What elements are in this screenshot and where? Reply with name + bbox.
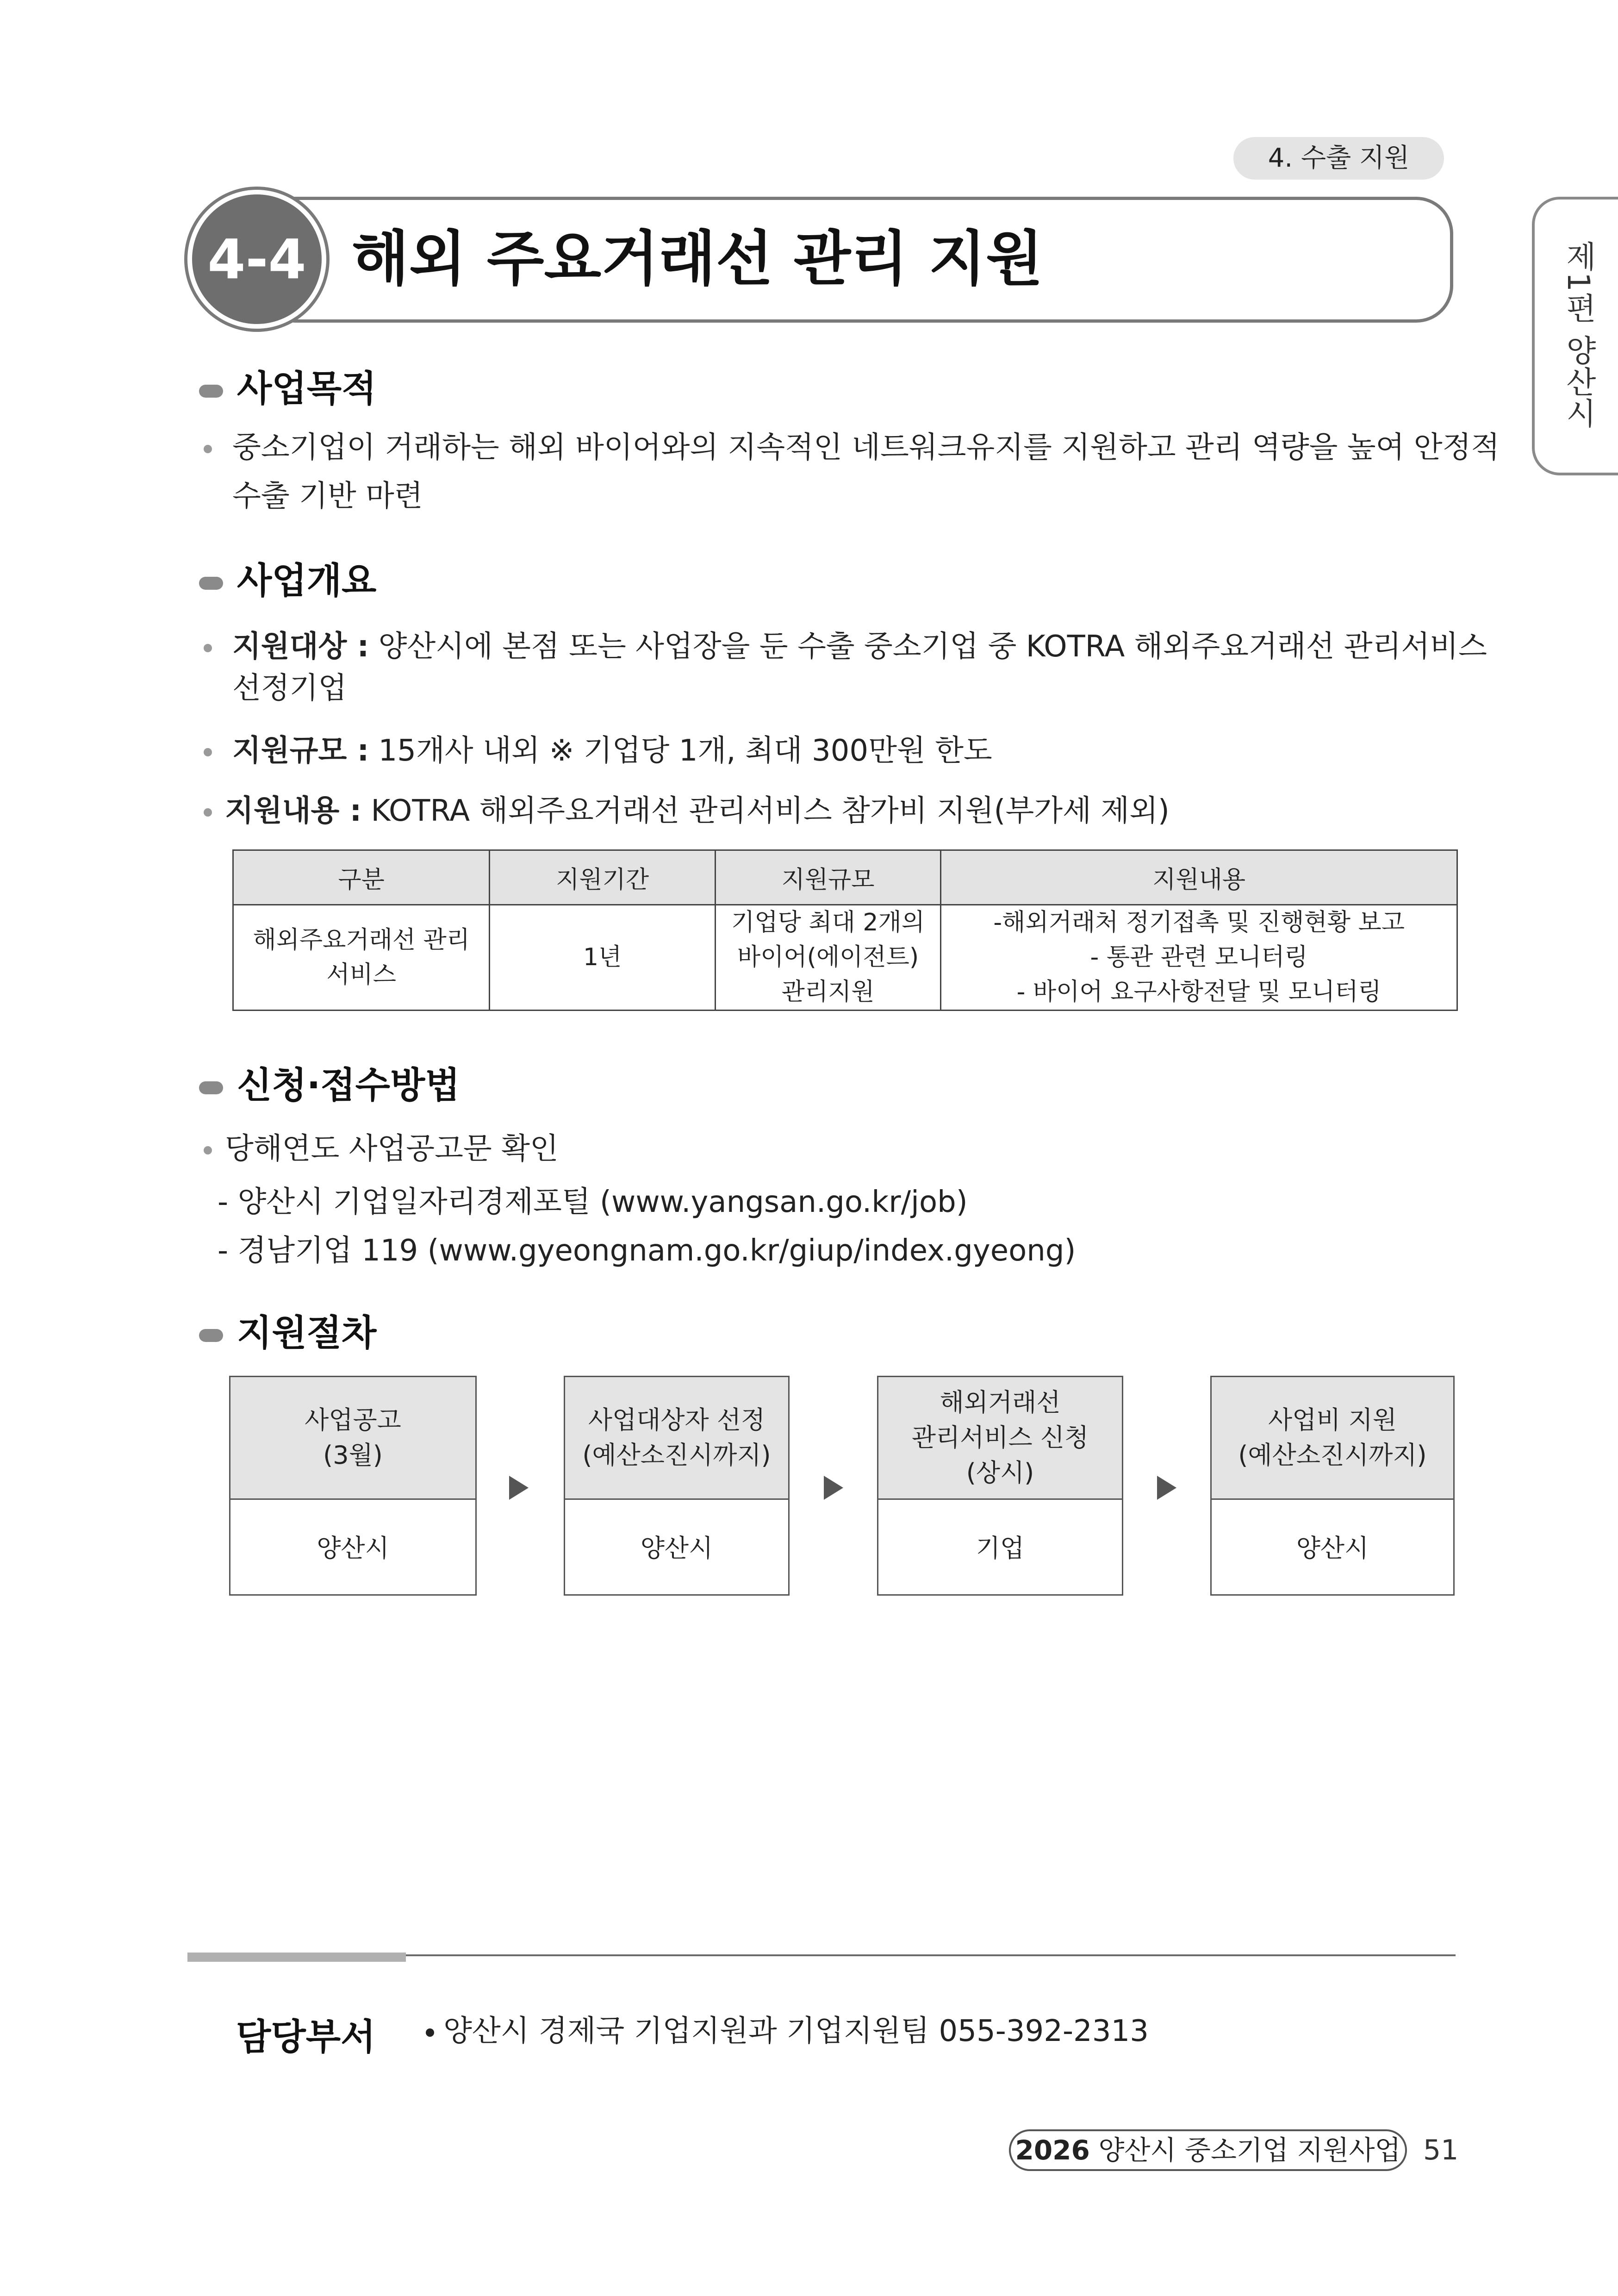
step-title: 해외거래선 관리서비스 신청 (상시) (878, 1377, 1122, 1500)
heading-marker-icon (199, 1081, 223, 1094)
heading-marker-icon (199, 577, 223, 590)
bullet-icon (204, 445, 212, 453)
step-agency: 양산시 (317, 1534, 389, 1563)
table-cell-period: 1년 (490, 905, 715, 1011)
arrow-right-icon (824, 1476, 843, 1500)
table-row (233, 905, 1457, 1011)
table-cell-category: 해외주요거래선 관리 서비스 (233, 905, 490, 1011)
overview-scale: 지원규모 : 15개사 내외 ※ 기업당 1개, 최대 300만원 한도 (204, 727, 992, 775)
page-title: 해외 주요거래선 관리 지원 (352, 225, 1043, 293)
arrow-right-icon (509, 1476, 529, 1500)
side-tab-label: 제1편 양산시 (1561, 241, 1596, 429)
divider-accent (187, 1953, 406, 1962)
table-cell-content: -해외거래처 정기접촉 및 진행현황 보고 - 통관 관련 모니터링 - 바이어 요구사항전달 및 모니터링 (941, 905, 1457, 1011)
table-header: 지원기간 (490, 850, 715, 905)
step-title: 사업비 지원 (예산소진시까지) (1212, 1377, 1453, 1500)
procedure-step-3 (877, 1376, 1123, 1596)
section-number: 4-4 (207, 227, 306, 291)
step-title: 사업대상자 선정 (예산소진시까지) (565, 1377, 788, 1500)
table-header: 구분 (233, 850, 490, 905)
step-title: 사업공고 (3월) (230, 1377, 475, 1500)
page-number: 51 (1423, 2134, 1459, 2166)
purpose-heading: 사업목적 (199, 363, 376, 414)
bullet-icon (204, 644, 212, 652)
purpose-line-2: 수출 기반 마련 (232, 479, 423, 513)
arrow-right-icon (1157, 1476, 1176, 1500)
bullet-icon (204, 748, 212, 756)
application-link-gyeongnam: - 경남기업 119 (www.gyeongnam.go.kr/giup/index.gyeong) (218, 1234, 1076, 1268)
bullet-icon (426, 2028, 434, 2037)
overview-target-line-2: 선정기업 (232, 671, 347, 705)
heading-marker-icon (199, 1329, 223, 1342)
table-header: 지원규모 (715, 850, 940, 905)
department-contact: 양산시 경제국 기업지원과 기업지원팀 055-392-2313 (426, 2008, 1149, 2054)
application-heading: 신청·접수방법 (199, 1060, 460, 1111)
step-agency: 양산시 (1296, 1534, 1369, 1563)
department-label: 담당부서 (236, 2016, 376, 2058)
table-cell-scale: 기업당 최대 2개의 바이어(에이전트) 관리지원 (715, 905, 940, 1011)
bullet-icon (204, 1146, 212, 1154)
procedure-heading: 지원절차 (199, 1308, 376, 1359)
overview-target: 지원대상 : 양산시에 본점 또는 사업장을 둔 수출 중소기업 중 KOTRA 해외주요거래선 관리서비스 (204, 623, 1487, 671)
table-header-row (233, 850, 1457, 905)
application-line-1: 당해연도 사업공고문 확인 (204, 1125, 559, 1173)
procedure-step-4 (1210, 1376, 1455, 1596)
heading-marker-icon (199, 385, 223, 398)
overview-content: 지원내용 : KOTRA 해외주요거래선 관리서비스 참가비 지원(부가세 제외) (204, 787, 1170, 835)
overview-heading: 사업개요 (199, 555, 376, 606)
footer-book-title: 2026 양산시 중소기업 지원사업 (1009, 2129, 1407, 2171)
chapter-tag: 4. 수출 지원 (1233, 137, 1444, 180)
purpose-line-1: 중소기업이 거래하는 해외 바이어와의 지속적인 네트워크유지를 지원하고 관리 역량을 높여 안정적 (204, 424, 1500, 472)
procedure-step-2 (564, 1376, 790, 1596)
support-table (232, 849, 1458, 1011)
step-agency: 양산시 (640, 1534, 713, 1563)
table-header: 지원내용 (941, 850, 1457, 905)
bullet-icon (204, 808, 212, 817)
step-agency: 기업 (976, 1534, 1025, 1563)
application-link-yangsan: - 양산시 기업일자리경제포털 (www.yangsan.go.kr/job) (218, 1185, 968, 1219)
procedure-step-1 (229, 1376, 477, 1596)
